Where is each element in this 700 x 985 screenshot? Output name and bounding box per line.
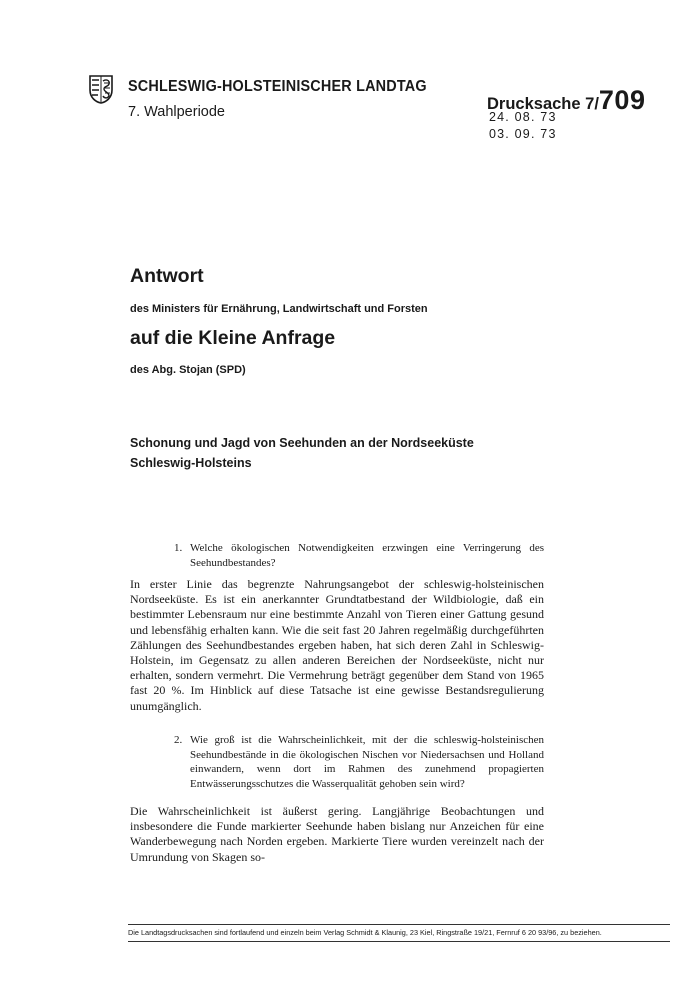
footer-rule-top xyxy=(128,924,670,925)
parliament-name: SCHLESWIG-HOLSTEINISCHER LANDTAG xyxy=(128,78,427,95)
answer-heading: Antwort xyxy=(130,265,204,287)
subject-title xyxy=(130,433,550,473)
electoral-period: 7. Wahlperiode xyxy=(128,104,225,120)
question-text: Wie groß ist die Wahrscheinlichkeit, mit der die schleswig-holsteinischen Seehundbestände in die ökologischen Nischen vor Niedersachsen und Holland einwandern, wenn dort im Rahmen des zunehmend propagierten Entwässerungsschutzes die Wasserqualität gehoben sein wird? xyxy=(190,734,544,790)
subject-line-1: Schonung und Jagd von Seehunden an der Nordseeküste xyxy=(130,436,474,450)
answer-1: In erster Linie das begrenzte Nahrungsangebot der schleswig-holsteinischen Nordseeküste. Es ist ein anerkannter Grundtatbestand der Wildbiologie, daß ein bestimmter Lebensraum nur eine bestimmte Anzahl von Tieren einer Gattung gesund und lebensfähig erhalten kann. Wie die seit fast 20 Jahren regelmäßig durchgeführten Zählungen des Seehundbestandes ergeben haben, hat sich deren Zahl in Schleswig-Holstein, im Gegensatz zu allen anderen Bereichen der Nordseeküste, nicht nur erhalten, sondern vermehrt. Die Vermehrung beträgt gegenüber dem Stand von 1965 fast 20 %. Im Hinblick auf diese Tatsache ist eine gewisse Bestandsregulierung unumgänglich. xyxy=(130,577,544,713)
document-number-value: 709 xyxy=(598,85,646,115)
question-text: Welche ökologischen Notwendigkeiten erzwingen eine Verringerung des Seehundbestandes? xyxy=(190,542,544,569)
subject-line-2: Schleswig-Holsteins xyxy=(130,456,252,470)
document-date-2: 03. 09. 73 xyxy=(489,127,557,141)
document-date-1: 24. 08. 73 xyxy=(489,110,557,124)
answer-2: Die Wahrscheinlichkeit ist äußerst gering. Langjährige Beobachtungen und insbesondere die Funde markierter Seehunde haben bislang nur Anzeichen für eine Wanderbewegung nach Norden ergeben. Markierte Tiere wurden vereinzelt nach der Umrundung von Skagen so- xyxy=(130,804,544,864)
question-2 xyxy=(174,733,544,791)
footer-note: Die Landtagsdrucksachen sind fortlaufend und einzeln beim Verlag Schmidt & Klaunig, 23 Kiel, Ringstraße 19/21, Fernruf 6 20 93/96, zu beziehen. xyxy=(128,928,602,937)
member-line: des Abg. Stojan (SPD) xyxy=(130,364,246,376)
inquiry-heading: auf die Kleine Anfrage xyxy=(130,327,336,349)
question-number: 1. xyxy=(174,542,183,554)
footer-rule-bottom xyxy=(128,941,670,942)
coat-of-arms-icon xyxy=(88,74,114,104)
question-number: 2. xyxy=(174,734,183,746)
minister-line: des Ministers für Ernährung, Landwirtschaft und Forsten xyxy=(130,303,428,315)
question-1 xyxy=(174,541,544,570)
document-prefix: Drucksache 7/ xyxy=(487,95,599,113)
